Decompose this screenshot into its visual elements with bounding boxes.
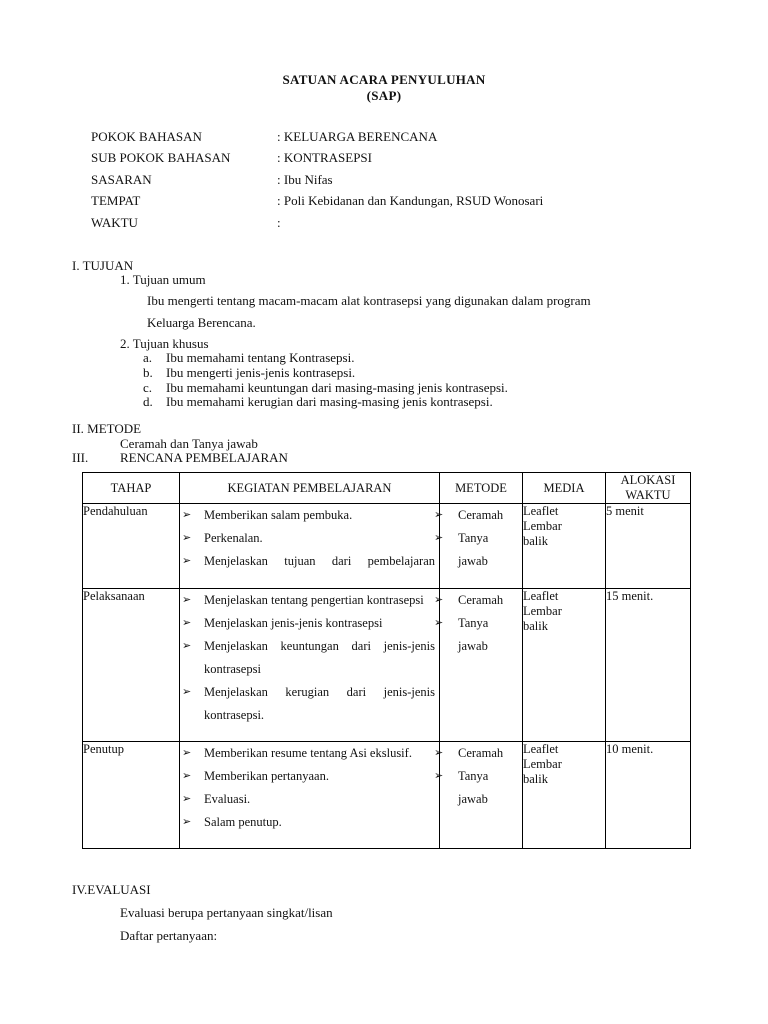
arrow-bullet-icon: ➢ <box>434 747 444 759</box>
cell-alokasi: 10 menit. <box>606 742 691 849</box>
info-label-waktu: WAKTU <box>91 215 138 230</box>
header-alokasi-line1: ALOKASI <box>620 473 676 487</box>
arrow-bullet-icon: ➢ <box>434 532 444 544</box>
header-tahap: TAHAP <box>83 473 180 504</box>
cell-alokasi: 15 menit. <box>606 589 691 742</box>
table-header-row <box>83 473 691 504</box>
cell-metode <box>434 504 523 589</box>
tujuan-khusus-item: Ibu memahami keuntungan dari masing-masing jenis kontrasepsi. <box>166 380 508 395</box>
kegiatan-item: ➢ Memberikan resume tentang Asi ekslusif. <box>180 742 439 765</box>
header-alokasi-waktu <box>606 473 691 504</box>
media-item: Lembar balik <box>523 519 562 548</box>
info-label-tempat: TEMPAT <box>91 193 141 208</box>
arrow-bullet-icon: ➢ <box>182 594 192 606</box>
arrow-bullet-icon: ➢ <box>182 640 192 652</box>
arrow-bullet-icon: ➢ <box>182 555 192 567</box>
kegiatan-item: ➢ Menjelaskan kerugian dari jenis-jenis kontrasepsi. <box>180 681 439 727</box>
cell-kegiatan <box>180 504 440 589</box>
header-media: MEDIA <box>523 473 606 504</box>
tujuan-khusus-item: Ibu memahami kerugian dari masing-masing jenis kontrasepsi. <box>166 394 493 409</box>
section-number-rencana: III. <box>72 450 89 465</box>
info-value-sub-pokok-bahasan: : KONTRASEPSI <box>277 150 372 165</box>
kegiatan-item: ➢ Menjelaskan tentang pengertian kontrasepsi <box>180 589 439 612</box>
media-item: Leaflet <box>523 504 559 518</box>
rencana-pembelajaran-table <box>82 472 691 849</box>
info-label-pokok-bahasan: POKOK BAHASAN <box>91 129 202 144</box>
info-value-sasaran: : Ibu Nifas <box>277 172 333 187</box>
section-heading-rencana: RENCANA PEMBELAJARAN <box>120 450 288 465</box>
info-value-waktu: : <box>277 215 281 230</box>
info-value-tempat: : Poli Kebidanan dan Kandungan, RSUD Wonosari <box>277 193 544 208</box>
section-heading-tujuan: I. TUJUAN <box>72 258 134 273</box>
arrow-bullet-icon: ➢ <box>434 509 444 521</box>
document-title: SATUAN ACARA PENYULUHAN <box>282 72 486 87</box>
metode-item: ➢ Tanya jawab <box>440 765 506 811</box>
header-kegiatan: KEGIATAN PEMBELAJARAN <box>180 473 440 504</box>
metode-item: ➢ Ceramah <box>440 742 522 765</box>
kegiatan-item: ➢ Salam penutup. <box>180 811 439 834</box>
table-row <box>83 742 691 849</box>
tujuan-khusus-marker: a. <box>143 350 153 365</box>
media-item: Leaflet <box>523 589 559 603</box>
tujuan-khusus-marker: d. <box>143 394 153 409</box>
arrow-bullet-icon: ➢ <box>182 509 192 521</box>
arrow-bullet-icon: ➢ <box>182 816 192 828</box>
kegiatan-item: ➢ Menjelaskan tujuan dari pembelajaran <box>180 550 439 573</box>
arrow-bullet-icon: ➢ <box>434 617 444 629</box>
cell-media <box>523 589 606 742</box>
evaluasi-text: Evaluasi berupa pertanyaan singkat/lisan <box>120 905 333 920</box>
kegiatan-item: ➢ Menjelaskan jenis-jenis kontrasepsi <box>180 612 439 635</box>
arrow-bullet-icon: ➢ <box>182 686 192 698</box>
metode-item: ➢ Tanya jawab <box>440 612 506 658</box>
cell-tahap: Penutup <box>83 742 180 849</box>
tujuan-khusus-item: Ibu mengerti jenis-jenis kontrasepsi. <box>166 365 356 380</box>
header-alokasi-line2: WAKTU <box>625 488 671 502</box>
metode-item: ➢ Ceramah <box>440 504 522 527</box>
daftar-pertanyaan-label: Daftar pertanyaan: <box>120 928 218 943</box>
metode-item: ➢ Ceramah <box>440 589 522 612</box>
metode-text: Ceramah dan Tanya jawab <box>120 436 258 451</box>
kegiatan-item: ➢ Perkenalan. <box>180 527 439 550</box>
tujuan-umum-text-line2: Keluarga Berencana. <box>147 315 256 330</box>
kegiatan-item: ➢ Menjelaskan keuntungan dari jenis-jenis kontrasepsi <box>180 635 439 681</box>
table-row <box>83 589 691 742</box>
media-item: Lembar balik <box>523 757 562 786</box>
info-value-pokok-bahasan: : KELUARGA BERENCANA <box>277 129 438 144</box>
arrow-bullet-icon: ➢ <box>182 532 192 544</box>
arrow-bullet-icon: ➢ <box>434 770 444 782</box>
cell-media <box>523 742 606 849</box>
document-subtitle: (SAP) <box>366 88 402 103</box>
media-item: Leaflet <box>523 742 559 756</box>
kegiatan-item: ➢ Evaluasi. <box>180 788 439 811</box>
cell-tahap: Pendahuluan <box>83 504 180 589</box>
kegiatan-item: ➢ Memberikan pertanyaan. <box>180 765 439 788</box>
info-label-sub-pokok-bahasan: SUB POKOK BAHASAN <box>91 150 231 165</box>
arrow-bullet-icon: ➢ <box>182 747 192 759</box>
media-item: Lembar balik <box>523 604 562 633</box>
metode-item: ➢ Tanya jawab <box>440 527 506 573</box>
tujuan-umum-label: 1. Tujuan umum <box>120 272 206 287</box>
arrow-bullet-icon: ➢ <box>182 617 192 629</box>
arrow-bullet-icon: ➢ <box>434 594 444 606</box>
tujuan-khusus-marker: c. <box>143 380 153 395</box>
tujuan-khusus-item: Ibu memahami tentang Kontrasepsi. <box>166 350 355 365</box>
cell-tahap: Pelaksanaan <box>83 589 180 742</box>
tujuan-umum-text-line1: Ibu mengerti tentang macam-macam alat kontrasepsi yang digunakan dalam program <box>147 293 591 308</box>
header-metode: METODE <box>440 473 523 504</box>
cell-metode <box>434 589 523 742</box>
table-row <box>83 504 691 589</box>
tujuan-khusus-label: 2. Tujuan khusus <box>120 336 209 351</box>
cell-kegiatan <box>180 742 440 849</box>
cell-kegiatan <box>180 589 440 742</box>
cell-alokasi: 5 menit <box>606 504 691 589</box>
kegiatan-item: ➢ Memberikan salam pembuka. <box>180 504 439 527</box>
section-heading-evaluasi: IV.EVALUASI <box>72 882 151 897</box>
arrow-bullet-icon: ➢ <box>182 770 192 782</box>
cell-media <box>523 504 606 589</box>
info-label-sasaran: SASARAN <box>91 172 152 187</box>
section-heading-metode: II. METODE <box>72 421 142 436</box>
tujuan-khusus-marker: b. <box>143 365 153 380</box>
arrow-bullet-icon: ➢ <box>182 793 192 805</box>
cell-metode <box>434 742 523 849</box>
